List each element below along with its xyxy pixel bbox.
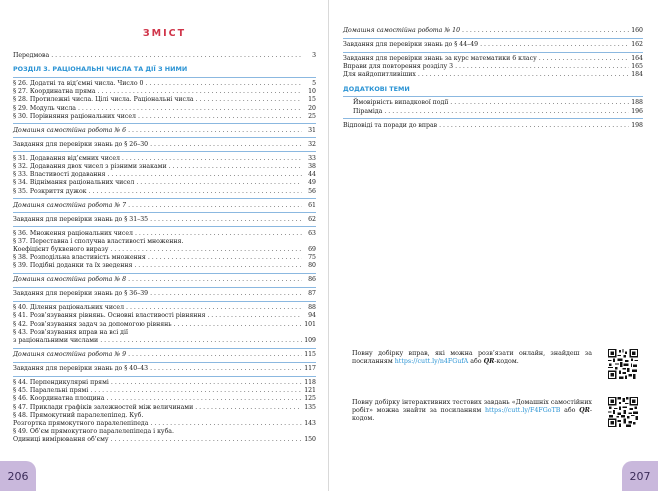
toc-entry-title: Ймовірність випадкової події <box>353 99 449 107</box>
note-text: або <box>470 358 482 366</box>
toc-entry <box>13 395 316 403</box>
toc-entry-page: 3 <box>312 52 316 59</box>
leader-dots <box>100 337 302 345</box>
toc-entry-title: Одиниці вимірювання об’єму <box>13 436 109 444</box>
interactive-tests-link[interactable]: https://cutt.ly/F4FGoTB <box>484 407 561 415</box>
toc-list-left <box>13 52 316 445</box>
toc-entry-title: § 29. Модуль числа <box>13 104 76 112</box>
toc-entry <box>13 179 316 187</box>
toc-entry-title: § 26. Додатні та від’ємні числа. Число 0 <box>13 79 144 87</box>
toc-entry-title: § 47. Приклади графіків залежностей між величинами <box>13 403 194 411</box>
toc-entry-page: 63 <box>308 229 316 237</box>
toc-entry-title: § 32. Додавання двох чисел з різними знаками <box>13 162 167 170</box>
toc-entry <box>13 188 316 196</box>
toc-entry <box>13 80 316 88</box>
toc-entry-title: Домашня самостійна робота № 10 <box>343 27 461 34</box>
separator <box>13 376 316 377</box>
toc-entry-title: § 30. Порівняння раціональних чисел <box>13 112 136 120</box>
toc-entry <box>13 337 316 345</box>
leader-dots <box>136 179 302 187</box>
note-text: Повну добірку вправ, які можна розв’язати онлайн, знайдеш за посиланням <box>352 350 592 366</box>
toc-entry <box>13 290 316 298</box>
toc-entry <box>343 55 643 63</box>
toc-entry <box>343 99 643 107</box>
leader-dots <box>150 420 302 428</box>
toc-entry-page: 62 <box>308 215 316 223</box>
separator <box>13 137 316 138</box>
separator <box>343 52 643 53</box>
leader-dots <box>51 52 302 60</box>
leader-dots <box>134 262 302 270</box>
leader-dots <box>128 351 302 359</box>
toc-entry <box>13 171 316 179</box>
toc-entry <box>343 122 643 130</box>
toc-entry-page: 143 <box>304 420 316 428</box>
toc-entry-page: 75 <box>308 254 316 262</box>
toc-entry <box>13 312 316 320</box>
toc-entry <box>13 262 316 270</box>
toc-entry <box>343 27 643 35</box>
toc-entry <box>13 276 316 284</box>
leader-dots <box>78 105 302 113</box>
leader-dots <box>126 304 302 312</box>
toc-entry-title: Для найдопитливіших <box>343 71 416 79</box>
toc-entry <box>13 163 316 171</box>
toc-entry-page: 117 <box>304 365 316 373</box>
toc-entry-page: 188 <box>631 99 643 107</box>
toc-entry <box>13 202 316 210</box>
toc-entry-page: 118 <box>304 379 316 387</box>
separator <box>13 77 316 78</box>
toc-entry <box>13 96 316 104</box>
toc-entry-title: Домашня самостійна робота № 7 <box>13 201 127 209</box>
toc-entry-page: 5 <box>312 79 316 87</box>
toc-entry-title: Завдання для перевірки знань до § 44–49 <box>343 40 479 48</box>
leader-dots <box>384 108 629 116</box>
separator <box>13 123 316 124</box>
toc-title: ЗМІСТ <box>142 28 187 39</box>
separator <box>13 212 316 213</box>
leader-dots <box>107 395 303 403</box>
toc-entry-title: Домашня самостійна робота № 9 <box>13 351 127 359</box>
interactive-tests-note <box>352 399 592 424</box>
toc-entry-page: 101 <box>304 320 316 328</box>
toc-entry <box>13 216 316 224</box>
toc-entry-title: Вправи для повторення розділу 3 <box>343 63 454 71</box>
qr-code-icon[interactable] <box>608 397 638 427</box>
leader-dots <box>150 216 302 224</box>
note-text: Повну добірку інтерактивних тестових завдань «Домашніх самостійних робіт» можна знайти за посиланням <box>352 399 592 415</box>
toc-entry <box>343 41 643 49</box>
leader-dots <box>90 387 302 395</box>
leader-dots <box>128 202 302 210</box>
leader-dots <box>539 55 629 63</box>
toc-entry-title: Завдання для перевірки знань до § 40–43 <box>13 365 149 373</box>
toc-entry-page: 32 <box>308 140 316 148</box>
toc-entry-title: § 48. Прямокутний паралелепіпед. Куб. <box>13 411 144 419</box>
leader-dots <box>174 321 302 329</box>
toc-entry-title: Передмова <box>13 52 50 59</box>
toc-entry <box>13 155 316 163</box>
toc-entry-title: Розгортка прямокутного паралелепіпеда <box>13 420 149 428</box>
toc-entry-page: 164 <box>631 54 643 62</box>
toc-entry-page: 44 <box>308 171 316 179</box>
toc-entry-page: 125 <box>304 395 316 403</box>
toc-entry <box>13 52 316 60</box>
leader-dots <box>110 246 302 254</box>
toc-entry-page: 94 <box>308 312 316 320</box>
section-heading: ДОДАТКОВІ ТЕМИ <box>343 84 410 93</box>
separator <box>13 362 316 363</box>
leader-dots <box>150 365 302 373</box>
toc-entry <box>13 230 316 238</box>
toc-entry-title: § 42. Розв’язування задач за допомогою рівнянь <box>13 320 172 328</box>
toc-entry-page: 80 <box>308 262 316 270</box>
toc-entry <box>13 329 316 337</box>
toc-entry-title: § 46. Координатна площина <box>13 395 105 403</box>
toc-entry-title: § 36. Множення раціональних чисел <box>13 229 133 237</box>
separator <box>13 198 316 199</box>
toc-entry <box>13 88 316 96</box>
toc-entry-page: 88 <box>308 304 316 312</box>
leader-dots <box>122 155 302 163</box>
leader-dots <box>89 188 302 196</box>
toc-entry-page: 20 <box>308 104 316 112</box>
toc-entry-title: § 35. Розкриття дужок <box>13 187 87 195</box>
leader-dots <box>150 290 302 298</box>
qr-code-icon[interactable] <box>608 349 638 379</box>
separator <box>13 151 316 152</box>
toc-entry-page: 162 <box>631 40 643 48</box>
toc-entry-page: 115 <box>304 351 316 359</box>
separator <box>343 96 643 97</box>
leader-dots <box>128 127 302 135</box>
toc-entry <box>13 412 316 420</box>
leader-dots <box>455 63 629 71</box>
toc-entry-title: Відповіді та поради до вправ <box>343 121 438 129</box>
note-text: або <box>564 407 576 415</box>
toc-entry-title: § 49. Об’єм прямокутного паралелепіпеда і куба. <box>13 428 174 436</box>
toc-entry-page: 121 <box>304 387 316 395</box>
toc-entry <box>343 71 643 79</box>
qr-word: QR <box>483 358 495 366</box>
toc-entry-title: Домашня самостійна робота № 8 <box>13 276 127 284</box>
leader-dots <box>148 254 302 262</box>
toc-entry-title: § 43. Розв’язування вправ на всі дії <box>13 328 128 336</box>
toc-entry-title: § 27. Координатна пряма <box>13 88 96 96</box>
online-exercises-link[interactable]: https://cutt.ly/n4FGufA <box>394 358 469 366</box>
toc-entry-title: § 38. Розподільна властивість множення <box>13 254 146 262</box>
toc-entry <box>13 404 316 412</box>
toc-entry-title: Завдання для перевірки знань до § 36–39 <box>13 290 149 298</box>
toc-entry-page: 150 <box>304 436 316 444</box>
toc-entry-page: 25 <box>308 112 316 120</box>
toc-entry <box>343 108 643 116</box>
toc-entry-title: § 44. Перпендикулярні прямі <box>13 379 109 387</box>
toc-entry-title: § 31. Додавання від’ємних чисел <box>13 154 120 162</box>
separator <box>343 38 643 39</box>
toc-entry-page: 165 <box>631 63 643 71</box>
toc-entry-title: Завдання для перевірки знань до § 26–30 <box>13 140 149 148</box>
leader-dots <box>138 113 302 121</box>
toc-entry <box>13 127 316 135</box>
toc-entry-title: Завдання для перевірки знань за курс математики 6 класу <box>343 54 537 62</box>
toc-entry-title: з раціональними числами <box>13 337 99 345</box>
toc-entry-title: Коефіцієнт буквеного виразу <box>13 245 109 253</box>
toc-entry-page: 86 <box>308 276 316 284</box>
toc-entry-title: § 40. Ділення раціональних чисел <box>13 304 125 312</box>
toc-entry-title: § 39. Подібні доданки та їх зведення <box>13 262 133 270</box>
leader-dots <box>150 141 302 149</box>
toc-entry <box>13 105 316 113</box>
leader-dots <box>462 27 629 35</box>
toc-entry-title: § 28. Протилежні числа. Цілі числа. Раціональні числа <box>13 96 194 104</box>
note-text: -кодом. <box>352 407 592 423</box>
toc-entry-page: 160 <box>631 27 643 34</box>
toc-entry-page: 33 <box>308 154 316 162</box>
toc-entry-page: 38 <box>308 162 316 170</box>
toc-entry <box>13 304 316 312</box>
leader-dots <box>98 88 302 96</box>
toc-entry-page: 31 <box>308 126 316 134</box>
separator <box>13 301 316 302</box>
leader-dots <box>111 436 302 444</box>
toc-entry-page: 184 <box>631 71 643 79</box>
toc-entry <box>13 420 316 428</box>
leader-dots <box>418 71 629 79</box>
toc-entry-page: 135 <box>304 403 316 411</box>
page-number-left: 206 <box>0 461 36 491</box>
section-heading: РОЗДІЛ 3. РАЦІОНАЛЬНІ ЧИСЛА ТА ДІЇ З НИМИ <box>13 65 188 74</box>
leader-dots <box>207 312 302 320</box>
toc-entry-page: 61 <box>308 201 316 209</box>
toc-entry <box>13 141 316 149</box>
separator <box>343 118 643 119</box>
toc-entry-title: § 33. Властивості додавання <box>13 171 106 179</box>
leader-dots <box>111 379 302 387</box>
toc-entry <box>13 428 316 436</box>
toc-entry-page: 69 <box>308 245 316 253</box>
online-exercises-note <box>352 350 592 366</box>
toc-entry-page: 15 <box>308 96 316 104</box>
leader-dots <box>169 163 302 171</box>
toc-list-right <box>343 27 643 130</box>
leader-dots <box>195 404 302 412</box>
toc-entry <box>13 436 316 444</box>
leader-dots <box>107 171 302 179</box>
toc-entry-page: 10 <box>308 88 316 96</box>
separator <box>13 273 316 274</box>
toc-entry <box>13 238 316 246</box>
toc-entry-title: Піраміда <box>353 107 383 115</box>
toc-entry <box>13 387 316 395</box>
toc-entry <box>13 246 316 254</box>
toc-entry-page: 109 <box>304 337 316 345</box>
toc-entry-title: Домашня самостійна робота № 6 <box>13 126 127 134</box>
toc-entry-page: 87 <box>308 290 316 298</box>
toc-entry-page: 49 <box>308 179 316 187</box>
leader-dots <box>196 96 302 104</box>
leader-dots <box>135 230 302 238</box>
toc-entry-title: § 34. Віднімання раціональних чисел <box>13 179 135 187</box>
separator <box>13 287 316 288</box>
toc-entry <box>13 254 316 262</box>
toc-entry-page: 56 <box>308 187 316 195</box>
page-number-right: 207 <box>622 461 658 491</box>
qr-word: QR <box>579 407 590 415</box>
toc-entry <box>13 321 316 329</box>
leader-dots <box>145 80 302 88</box>
toc-entry <box>343 63 643 71</box>
toc-entry <box>13 113 316 121</box>
note-text: -кодом. <box>494 358 519 366</box>
toc-entry <box>13 379 316 387</box>
toc-entry-title: Завдання для перевірки знань до § 31–35 <box>13 215 149 223</box>
toc-entry <box>13 365 316 373</box>
leader-dots <box>450 99 629 107</box>
toc-entry-title: § 45. Паралельні прямі <box>13 387 89 395</box>
leader-dots <box>480 41 629 49</box>
leader-dots <box>128 276 302 284</box>
toc-entry <box>13 351 316 359</box>
toc-entry-title: § 41. Розв’язування рівнянь. Основні властивості рівняння <box>13 312 206 320</box>
toc-entry-title: § 37. Переставна і сполучна властивості множення. <box>13 237 184 245</box>
separator <box>13 226 316 227</box>
toc-entry-page: 196 <box>631 107 643 115</box>
toc-entry-page: 198 <box>631 121 643 129</box>
separator <box>13 348 316 349</box>
leader-dots <box>439 122 629 130</box>
